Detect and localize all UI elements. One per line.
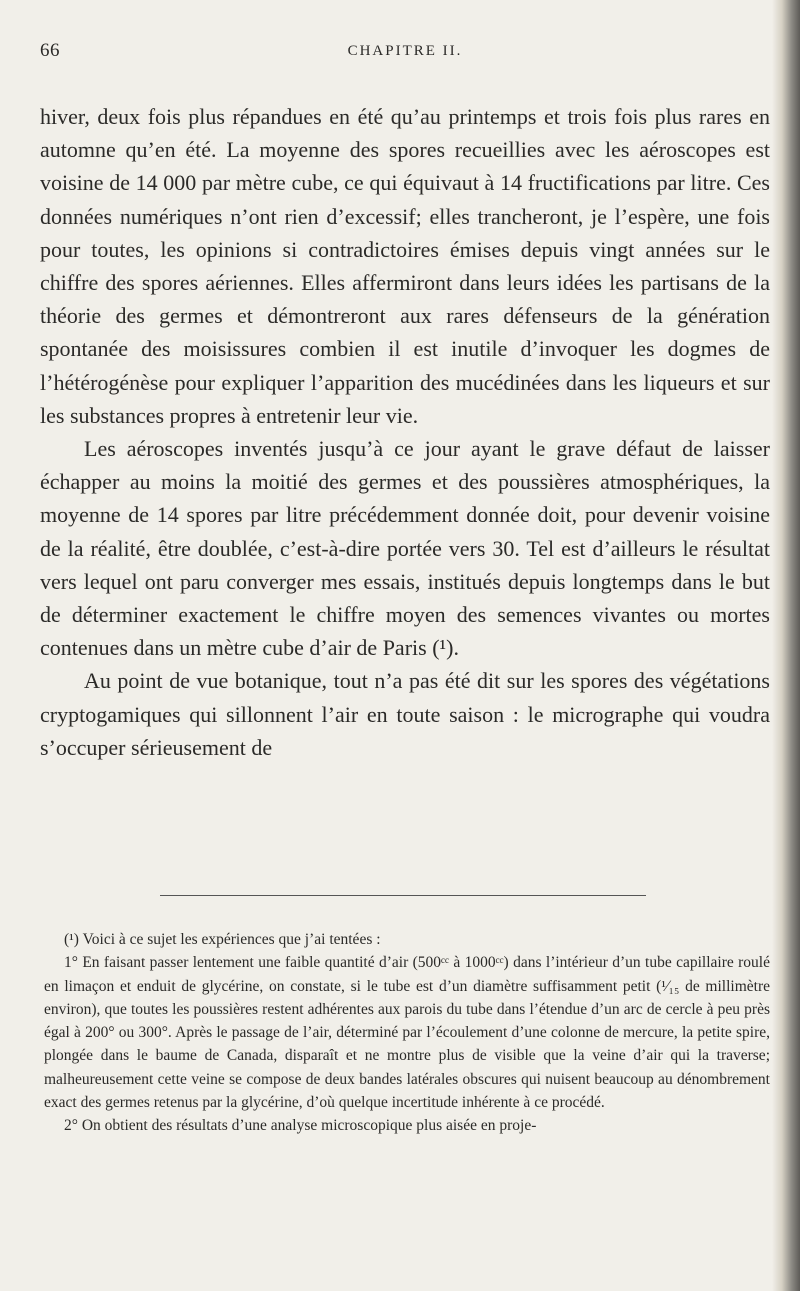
footnote: 1° En faisant passer lentement une faible quantité d’air (500ᶜᶜ à 1000ᶜᶜ) dans l’intérieur d’un tube capillaire roulé en limaçon et enduit de glycérine, on constate, si le tube est d’un diamètre suffisamment petit (¹⁄₁₅ de millimètre environ), que toutes les poussières restent adhérentes aux parois du tube dans l’étendue d’un arc de cercle à peu près égal à 200° ou 300°. Après le passage de l’air, déterminé par l’écoulement d’une colonne de mercure, la petite spire, plongée dans le baume de Canada, disparaît et ne montre plus de visible que la veine d’air qui la traverse; malheureusement cette veine se compose de deux bandes latérales obscures qui nuisent beaucoup au dénombrement exact des germes retenus par la glycérine, d’où quelque incertitude inhérente à ce procédé. — [44, 954, 770, 1112]
footnotes — [44, 928, 770, 1138]
paragraph: hiver, deux fois plus répandues en été qu’au printemps et trois fois plus rares en automne qu’en été. La moyenne des spores recueillies avec les aéroscopes est voisine de 14 000 par mètre cube, ce qui équivaut à 14 fructifications par litre. Ces données numériques n’ont rien d’excessif; elles trancheront, je l’espère, une fois pour toutes, les opinions si contradictoires émises depuis vingt années sur le chiffre des spores aériennes. Elles affermiront dans leurs idées les partisans de la théorie des germes et démontreront aux rares défenseurs de la génération spontanée des moisissures combien il est inutile d’invoquer les dogmes de l’hétérogénèse pour expliquer l’apparition des mucédinées dans les liqueurs et sur les substances propres à entretenir leur vie. — [40, 104, 770, 428]
footnote-separator — [160, 895, 646, 896]
paragraph: Les aéroscopes inventés jusqu’à ce jour ayant le grave défaut de laisser échapper au moins la moitié des germes et des poussières atmosphériques, la moyenne de 14 spores par litre précédemment donnée doit, pour devenir voisine de la réalité, être doublée, c’est-à-dire portée vers 30. Tel est d’ailleurs le résultat vers lequel ont paru converger mes essais, institués depuis longtemps dans le but de déterminer exactement le chiffre moyen des semences vivantes ou mortes contenues dans un mètre cube d’air de Paris (¹). — [40, 436, 770, 661]
chapter-title: CHAPITRE II. — [347, 43, 463, 59]
footnote: (¹) Voici à ce sujet les expériences que j’ai tentées : — [64, 931, 381, 948]
page-number: 66 — [40, 40, 60, 61]
body-text — [40, 100, 770, 764]
page-header — [40, 40, 770, 70]
paragraph: Au point de vue botanique, tout n’a pas été dit sur les spores des végétations cryptogamiques qui sillonnent l’air en toute saison : le micrographe qui voudra s’occuper sérieusement de — [40, 668, 770, 760]
footnote: 2° On obtient des résultats d’une analyse microscopique plus aisée en proje- — [64, 1117, 537, 1135]
book-spine-shadow — [772, 0, 800, 1291]
